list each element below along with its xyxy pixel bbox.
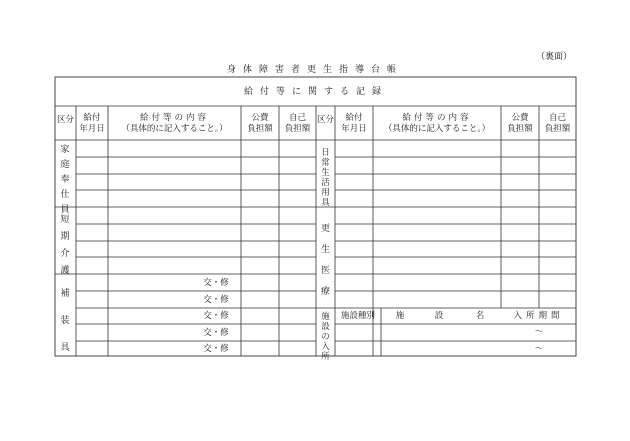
facility-period-header: 入所期間	[513, 311, 564, 321]
header-public-right-1: 公費	[511, 113, 529, 123]
header-public-right-2: 負担額	[507, 124, 533, 134]
header-content-left-2: （具体的に記入すること。）	[121, 124, 228, 134]
header-date-left-2: 年月日	[79, 124, 105, 134]
header-content-right-1: 給付等の内容	[402, 113, 472, 123]
header-content-right-2: （具体的に記入すること。）	[383, 124, 491, 134]
category-family-care: 家庭奉仕員	[60, 145, 70, 215]
page-side-label: （裏面）	[536, 52, 573, 62]
facility-name-header-3: 名	[475, 311, 485, 321]
period-separator: 〜	[534, 344, 544, 354]
prosthesis-mark: 交・修	[203, 278, 229, 288]
header-category-left: 区分	[56, 115, 74, 125]
header-date-right-2: 年月日	[341, 124, 367, 134]
category-facility: 施設の入所	[321, 312, 330, 362]
prosthesis-mark: 交・修	[203, 328, 229, 338]
header-date-left-1: 給付	[83, 113, 101, 123]
period-separator: 〜	[534, 327, 544, 337]
header-self-left-1: 自己	[288, 113, 306, 123]
header-content-left-1: 給付等の内容	[139, 113, 209, 123]
category-rehab-medical: 更生医療	[320, 224, 330, 297]
prosthesis-mark: 交・修	[203, 295, 229, 305]
header-public-left-2: 負担額	[247, 124, 273, 134]
facility-name-header-1: 施	[395, 311, 405, 321]
prosthesis-mark: 交・修	[203, 344, 229, 354]
header-self-right-2: 負担額	[544, 124, 571, 134]
category-daily-goods: 日常生活用具	[321, 148, 330, 208]
form-title: 身体障害者更生指導台帳	[226, 65, 403, 75]
section-title: 給付等に関する記録	[243, 87, 388, 97]
category-prosthesis: 補装具	[60, 289, 70, 353]
header-category-right: 区分	[316, 115, 334, 125]
facility-type-header: 施設種別	[340, 311, 375, 321]
header-date-right-1: 給付	[345, 113, 363, 123]
category-short-stay: 短期介護	[60, 215, 70, 276]
header-public-left-1: 公費	[251, 113, 269, 123]
header-self-right-1: 自己	[548, 113, 566, 123]
header-self-left-2: 負担額	[284, 124, 311, 134]
prosthesis-mark: 交・修	[203, 311, 229, 321]
facility-name-header-2: 設	[434, 311, 444, 321]
